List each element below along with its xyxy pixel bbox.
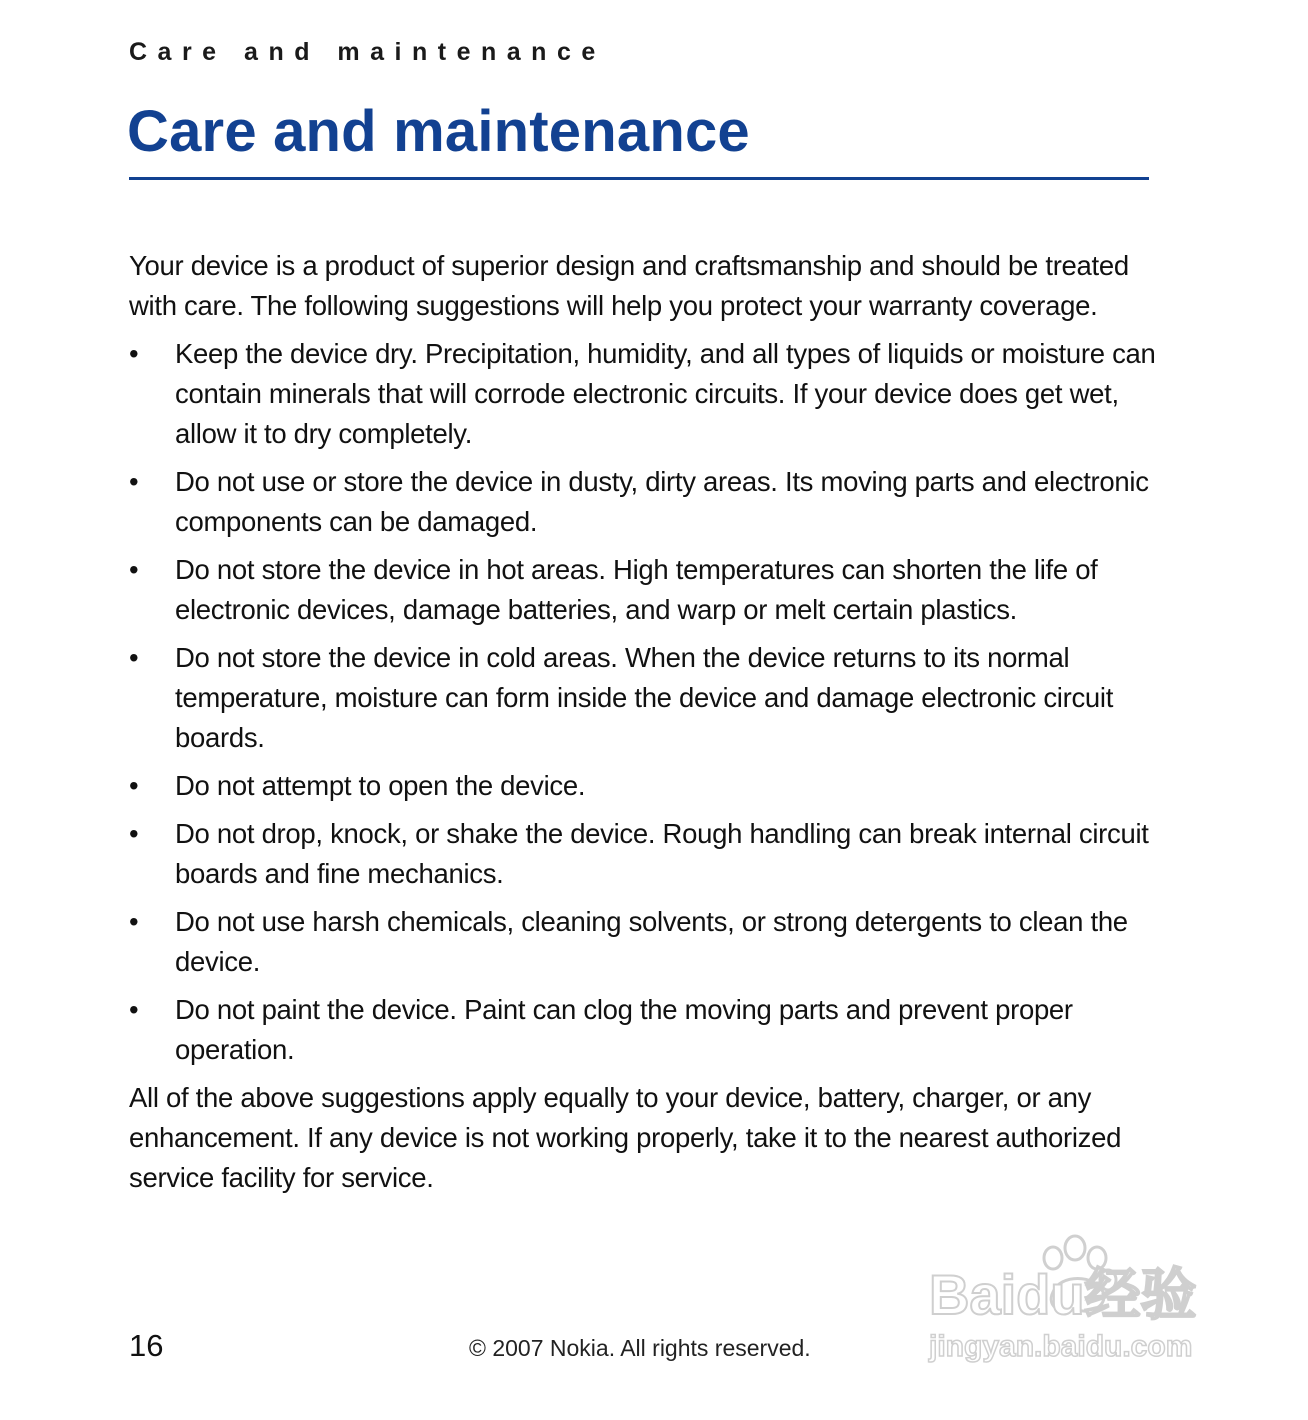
list-item-text: Keep the device dry. Precipitation, humidity, and all types of liquids or moisture can contain minerals that will corrode electronic circuits. If your device does get wet, allow it to dry completely. xyxy=(175,338,1156,449)
list-item xyxy=(129,902,1159,982)
list-item-text: Do not use harsh chemicals, cleaning solvents, or strong detergents to clean the device. xyxy=(175,906,1128,977)
list-item-text: Do not paint the device. Paint can clog the moving parts and prevent proper operation. xyxy=(175,994,1073,1065)
list-item-text: Do not store the device in cold areas. When the device returns to its normal temperature, moisture can form inside the device and damage electronic circuit boards. xyxy=(175,642,1114,753)
list-item xyxy=(129,462,1159,542)
list-item-text: Do not use or store the device in dusty, dirty areas. Its moving parts and electronic components can be damaged. xyxy=(175,466,1149,537)
bullet: • xyxy=(129,906,139,937)
list-item xyxy=(129,638,1159,758)
list-item xyxy=(129,990,1159,1070)
list-item xyxy=(129,766,1159,806)
bullet: • xyxy=(129,642,139,673)
list-item xyxy=(129,334,1159,454)
body-text xyxy=(129,246,1159,1198)
care-suggestions-list xyxy=(129,334,1159,1070)
page-title: Care and maintenance xyxy=(127,99,750,164)
watermark-url: jingyan.baidu.com xyxy=(929,1330,1193,1363)
baidu-jingyan-watermark xyxy=(925,1228,1225,1368)
bullet: • xyxy=(129,338,139,369)
page-number: 16 xyxy=(129,1328,164,1363)
title-divider xyxy=(129,177,1149,180)
list-item-text: Do not drop, knock, or shake the device. Rough handling can break internal circuit boards and fine mechanics. xyxy=(175,818,1149,889)
watermark-brand: Baidu经验 xyxy=(929,1263,1197,1326)
intro-paragraph: Your device is a product of superior design and craftsmanship and should be treated with care. The following suggestions will help you protect your warranty coverage. xyxy=(129,250,1129,321)
bullet: • xyxy=(129,994,139,1025)
bullet: • xyxy=(129,818,139,849)
bullet: • xyxy=(129,554,139,585)
bullet: • xyxy=(129,770,139,801)
list-item xyxy=(129,550,1159,630)
bullet: • xyxy=(129,466,139,497)
running-header: Care and maintenance xyxy=(129,38,606,66)
closing-paragraph: All of the above suggestions apply equally to your device, battery, charger, or any enhancement. If any device is not working properly, take it to the nearest authorized service facility for service. xyxy=(129,1082,1122,1193)
list-item xyxy=(129,814,1159,894)
copyright-notice: © 2007 Nokia. All rights reserved. xyxy=(469,1335,811,1361)
list-item-text: Do not store the device in hot areas. High temperatures can shorten the life of electronic devices, damage batteries, and warp or melt certain plastics. xyxy=(175,554,1098,625)
list-item-text: Do not attempt to open the device. xyxy=(175,770,586,801)
